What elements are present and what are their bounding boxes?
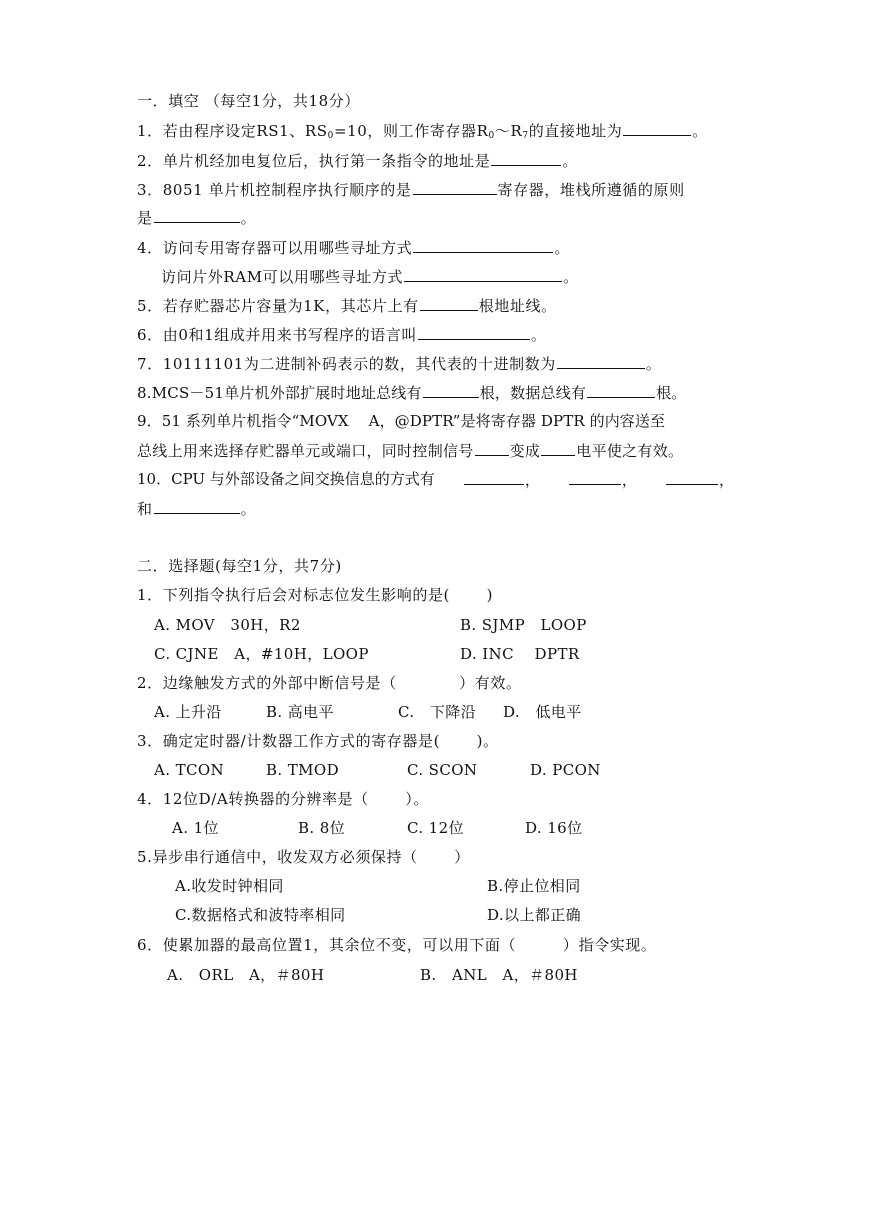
answer-blank[interactable] bbox=[418, 324, 530, 340]
option-2-4-a[interactable]: A. 1位 bbox=[172, 819, 219, 837]
option-2-4-d[interactable]: D. 16位 bbox=[525, 819, 583, 837]
question-1-9-cont: 总线上用来选择存贮器单元或端口，同时控制信号 变成 电平使之有效。 bbox=[137, 442, 684, 460]
question-2-6-stem: 6．使累加器的最高位置1，其余位不变，可以用下面（ ）指令实现。 bbox=[137, 936, 657, 954]
question-1-1: 1．若由程序设定RS1、$RS_0=10$，则工作寄存器$R_0\sim R_7$的直接地址为 。 bbox=[137, 122, 708, 141]
question-1-4-cont: 访问片外RAM可以用哪些寻址方式 。 bbox=[161, 268, 579, 286]
option-2-6-b[interactable]: B. ANL A，＃80H bbox=[420, 966, 578, 984]
option-2-5-c[interactable]: C.数据格式和波特率相同 bbox=[175, 906, 346, 924]
option-2-2-a[interactable]: A. 上升沿 bbox=[154, 703, 222, 721]
option-2-1-d[interactable]: D. INC DPTR bbox=[460, 645, 580, 663]
answer-blank[interactable] bbox=[475, 440, 509, 456]
option-2-6-a[interactable]: A. ORL A，＃80H bbox=[167, 966, 325, 984]
question-2-4-stem: 4．12位D/A转换器的分辨率是（ ）。 bbox=[137, 790, 430, 808]
option-2-2-b[interactable]: B. 高电平 bbox=[266, 703, 334, 721]
option-2-2-c[interactable]: C. 下降沿 bbox=[398, 703, 477, 721]
question-1-10-cont: 和 。 bbox=[137, 500, 257, 518]
question-2-5-stem: 5.异步串行通信中，收发双方必须保持（ ） bbox=[137, 848, 470, 866]
option-2-3-a[interactable]: A. TCON bbox=[154, 761, 225, 779]
question-2-3-stem: 3．确定定时器/计数器工作方式的寄存器是( )。 bbox=[137, 732, 499, 750]
answer-blank[interactable] bbox=[587, 382, 655, 398]
answer-blank[interactable] bbox=[154, 498, 240, 514]
option-2-4-c[interactable]: C. 12位 bbox=[407, 819, 464, 837]
option-2-3-d[interactable]: D. PCON bbox=[530, 761, 601, 779]
answer-blank[interactable] bbox=[557, 353, 645, 369]
section1-title: 一．填空 （每空1分，共18分） bbox=[137, 92, 360, 110]
option-2-2-d[interactable]: D. 低电平 bbox=[503, 703, 582, 721]
option-2-5-a[interactable]: A.收发时钟相同 bbox=[175, 877, 284, 895]
question-1-3-cont: 是 。 bbox=[137, 209, 257, 227]
question-2-1-stem: 1．下列指令执行后会对标志位发生影响的是( ) bbox=[137, 586, 494, 604]
answer-blank[interactable] bbox=[154, 207, 240, 223]
answer-blank[interactable] bbox=[420, 295, 478, 311]
question-1-3: 3．8051 单片机控制程序执行顺序的是 寄存器，堆栈所遵循的原则 bbox=[137, 181, 685, 199]
section2-title: 二．选择题(每空1分，共7分) bbox=[137, 557, 342, 575]
option-2-3-c[interactable]: C. SCON bbox=[407, 761, 478, 779]
question-1-10: 10．CPU 与外部设备之间交换信息的方式有 ， ， ， bbox=[137, 470, 734, 489]
question-1-8: 8.MCS－51单片机外部扩展时地址总线有 根，数据总线有 根。 bbox=[137, 384, 687, 402]
option-2-3-b[interactable]: B. TMOD bbox=[266, 761, 340, 779]
answer-blank[interactable] bbox=[464, 469, 524, 485]
question-1-2: 2．单片机经加电复位后，执行第一条指令的地址是 。 bbox=[137, 152, 578, 170]
answer-blank[interactable] bbox=[423, 382, 479, 398]
option-2-4-b[interactable]: B. 8位 bbox=[298, 819, 346, 837]
question-1-9: 9．51 系列单片机指令“MOVX A，@DPTR”是将寄存器 DPTR 的内容送至 bbox=[137, 412, 666, 430]
option-2-1-c[interactable]: C. CJNE A，#10H，LOOP bbox=[154, 645, 369, 663]
question-1-7: 7．10111101为二进制补码表示的数，其代表的十进制数为 。 bbox=[137, 355, 662, 373]
answer-blank[interactable] bbox=[413, 179, 497, 195]
question-1-5: 5．若存贮器芯片容量为1K，其芯片上有 根地址线。 bbox=[137, 297, 557, 315]
question-1-6: 6．由0和1组成并用来书写程序的语言叫 。 bbox=[137, 326, 547, 344]
answer-blank[interactable] bbox=[541, 440, 575, 456]
answer-blank[interactable] bbox=[491, 150, 561, 166]
answer-blank[interactable] bbox=[623, 120, 691, 136]
question-1-4: 4．访问专用寄存器可以用哪些寻址方式 。 bbox=[137, 239, 570, 257]
answer-blank[interactable] bbox=[413, 237, 553, 253]
answer-blank[interactable] bbox=[569, 469, 621, 485]
option-2-1-b[interactable]: B. SJMP LOOP bbox=[460, 616, 587, 634]
answer-blank[interactable] bbox=[404, 266, 562, 282]
answer-blank[interactable] bbox=[666, 469, 718, 485]
option-2-1-a[interactable]: A. MOV 30H，R2 bbox=[154, 616, 301, 634]
option-2-5-d[interactable]: D.以上都正确 bbox=[487, 906, 582, 924]
option-2-5-b[interactable]: B.停止位相同 bbox=[487, 877, 581, 895]
question-2-2-stem: 2．边缘触发方式的外部中断信号是（ ）有效。 bbox=[137, 674, 522, 692]
